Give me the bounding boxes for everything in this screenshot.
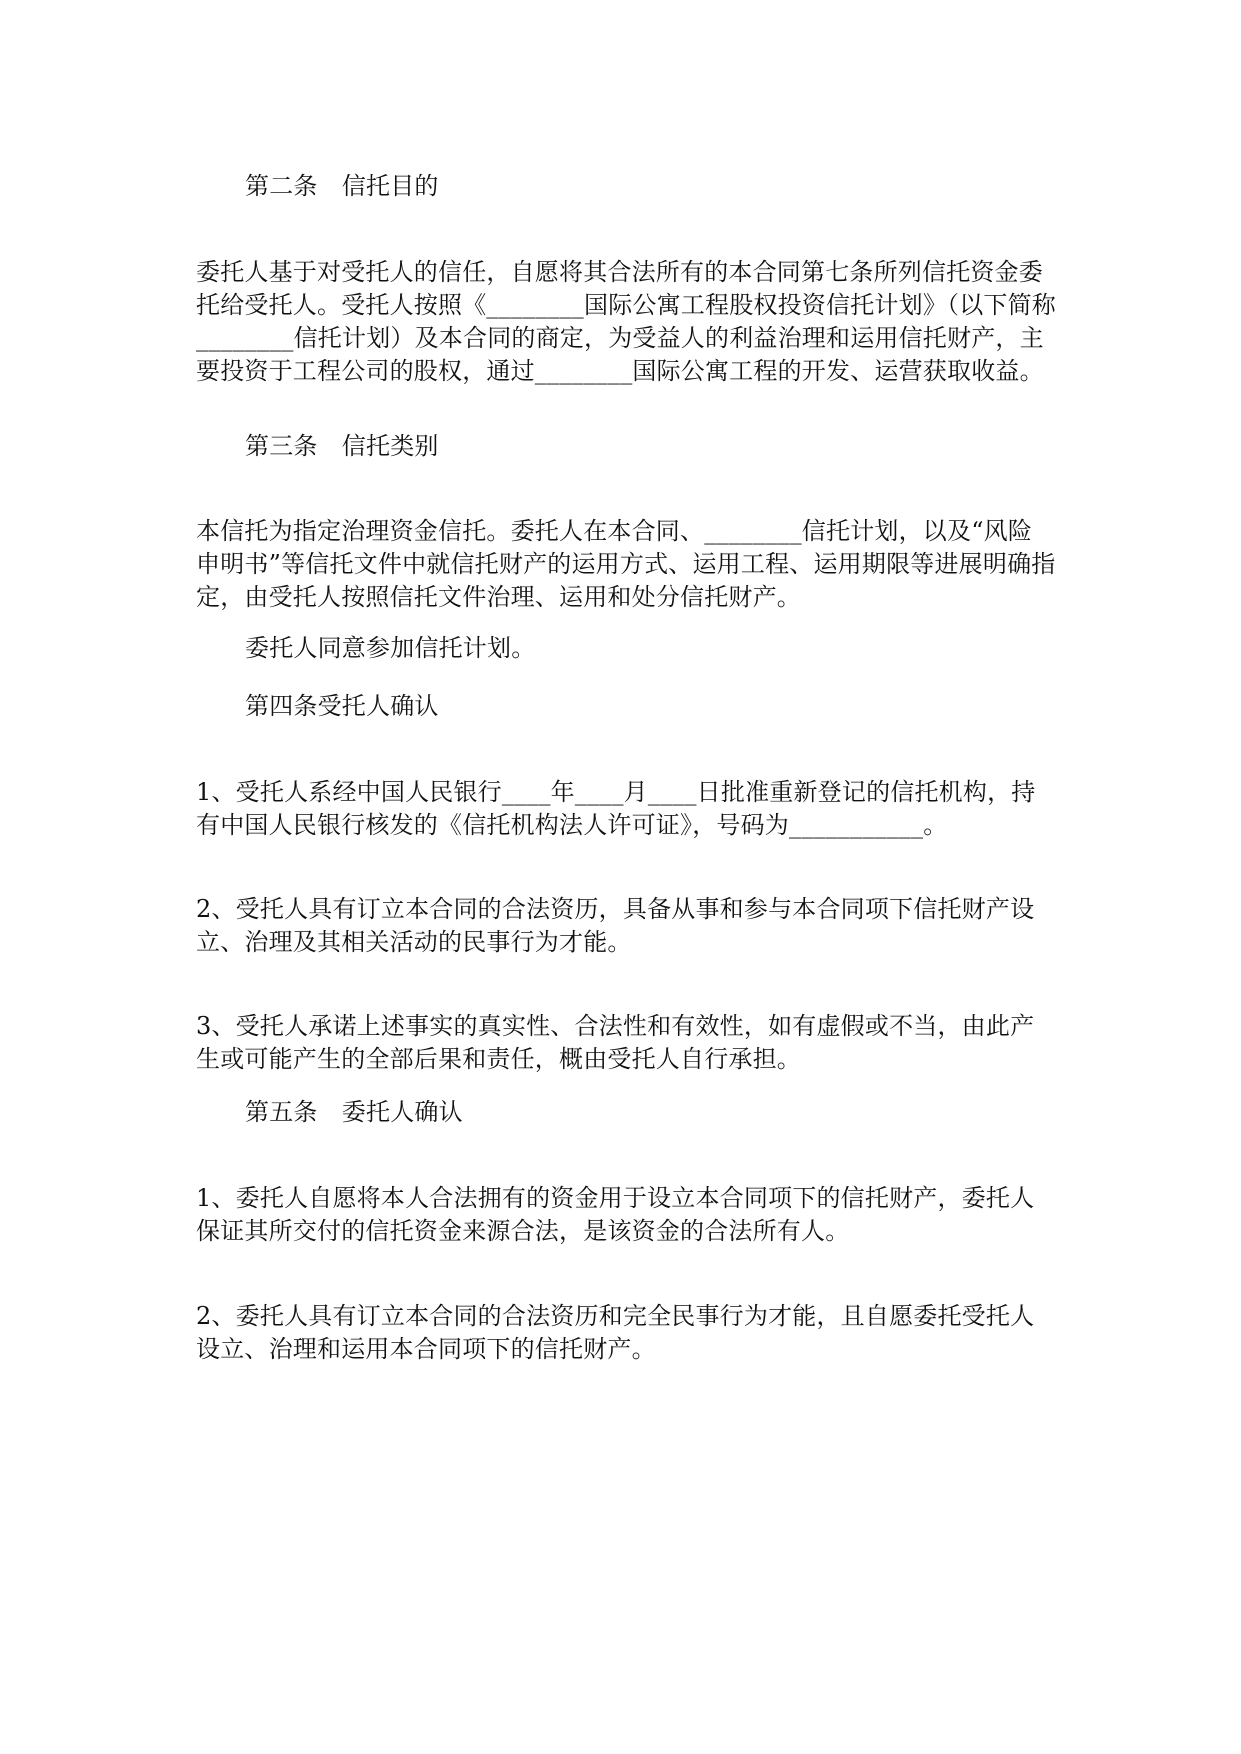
article-5-item-2: 2、委托人具有订立本合同的合法资历和完全民事行为才能，且自愿委托受托人设立、治理和运用本合同项下的信托财产。 xyxy=(196,1302,1035,1363)
article-4-item-2: 2、受托人具有订立本合同的合法资历，具备从事和参与本合同项下信托财产设立、治理及其相关活动的民事行为才能。 xyxy=(196,895,1035,956)
article-3-heading: 第三条 信托类别 xyxy=(245,432,439,460)
article-4-item-3: 3、受托人承诺上述事实的真实性、合法性和有效性，如有虚假或不当，由此产生或可能产生的全部后果和责任，概由受托人自行承担。 xyxy=(196,1012,1035,1073)
article-4-heading: 第四条受托人确认 xyxy=(245,692,439,720)
article-4-item-1: 1、受托人系经中国人民银行____年____月____日批准重新登记的信托机构，持有中国人民银行核发的《信托机构法人许可证》，号码为___________。 xyxy=(196,778,1036,839)
article-3-body: 本信托为指定治理资金信托。委托人在本合同、________信托计划，以及“风险申明书”等信托文件中就信托财产的运用方式、运用工程、运用期限等进展明确指定，由受托人按照信托文件治理、运用和处分信托财产。 xyxy=(196,517,1056,611)
article-2-body: 委托人基于对受托人的信任，自愿将其合法所有的本合同第七条所列信托资金委托给受托人。受托人按照《________国际公寓工程股权投资信托计划》（以下简称________信托计划）及本合同的商定，为受益人的利益治理和运用信托财产，主要投资于工程公司的股权，通过________国际公寓工程的开发、运营获取收益。 xyxy=(196,258,1056,385)
article-2-heading: 第二条 信托目的 xyxy=(245,172,439,200)
article-5-item-1: 1、委托人自愿将本人合法拥有的资金用于设立本合同项下的信托财产，委托人保证其所交付的信托资金来源合法，是该资金的合法所有人。 xyxy=(196,1184,1035,1245)
article-5-heading: 第五条 委托人确认 xyxy=(245,1098,463,1126)
article-3-note: 委托人同意参加信托计划。 xyxy=(245,634,536,662)
